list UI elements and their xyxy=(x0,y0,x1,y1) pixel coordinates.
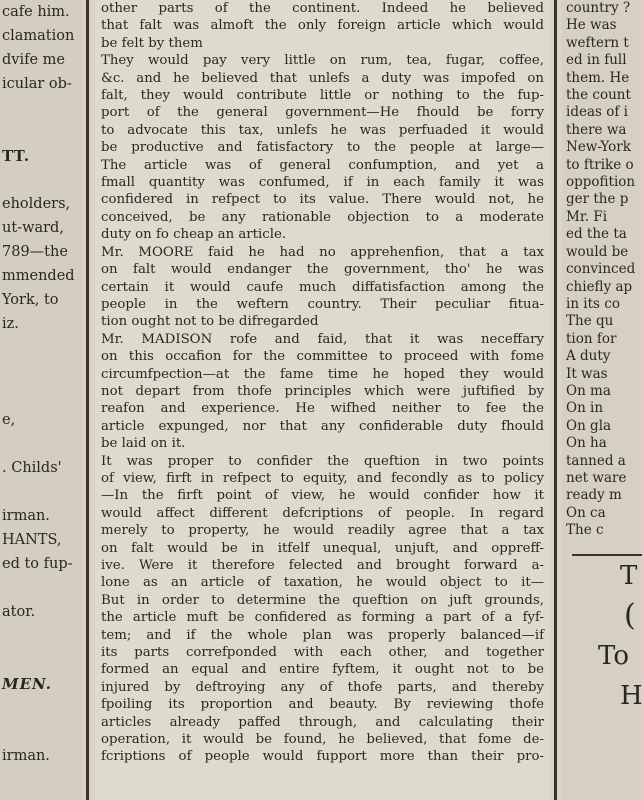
right-column-line: He was xyxy=(566,17,617,34)
article-line: It was proper to confider the queftion in two points xyxy=(101,453,544,469)
right-column-line: On gla xyxy=(566,417,612,434)
left-column-line xyxy=(0,120,82,144)
article-line: circumfpection—at the fame time he hoped they would xyxy=(101,366,544,382)
left-column-line: e, xyxy=(2,412,16,428)
right-column-line: It was xyxy=(566,365,608,382)
left-column-line: MEN. xyxy=(2,675,53,693)
right-column-line: On ca xyxy=(566,504,606,521)
article-line: articles already paffed through, and calculating their xyxy=(101,714,544,730)
left-column-line: clamation xyxy=(2,28,75,44)
left-column-line: ut-ward, xyxy=(2,220,64,236)
right-column-line: A duty xyxy=(566,348,611,365)
left-column-line xyxy=(0,576,82,600)
column-rule-right xyxy=(554,0,557,800)
article-line: &c. and he believed that unlefs a duty was impofed on xyxy=(101,70,544,86)
article-line: on this occafion for the committee to proceed with fome xyxy=(101,349,544,365)
article-line: of view, firft in refpect to equity, and fecondly as to policy xyxy=(101,470,544,486)
left-column-line: eholders, xyxy=(2,196,71,212)
right-column-line: country ? xyxy=(566,0,631,16)
right-column-line: ideas of i xyxy=(566,104,628,121)
right-column-line: chiefly ap xyxy=(566,278,633,295)
right-column-line: the count xyxy=(566,87,631,104)
right-headline-glyph: ( xyxy=(624,597,636,633)
left-column-line: dvife me xyxy=(2,52,65,68)
article-line: tem; and if the whole plan was properly balanced—if xyxy=(101,627,544,643)
right-column-line: them. He xyxy=(566,69,630,86)
article-line: certain it would caufe much diffatisfaction among the xyxy=(101,279,544,295)
main-article xyxy=(95,0,550,800)
article-line: the article muft be confidered as forming a part of a fyf- xyxy=(101,610,544,626)
left-column-line xyxy=(0,480,82,504)
left-column-line: iz. xyxy=(2,316,19,332)
article-line: would affect different defcriptions of people. In regard xyxy=(101,505,544,521)
left-column-line xyxy=(0,720,82,744)
right-headline-to: To xyxy=(598,640,629,671)
right-column-line: New-York xyxy=(566,139,631,156)
right-column-line: ed in full xyxy=(566,52,627,69)
left-column-line: cafe him. xyxy=(2,4,70,20)
left-column-line xyxy=(0,168,82,192)
right-column-line: On ha xyxy=(566,435,607,452)
right-column-line: The c xyxy=(566,522,604,539)
article-line: article expunged, nor that any confiderable duty fhould xyxy=(101,418,544,434)
article-line: But in order to determine the queftion on juft grounds, xyxy=(101,592,544,608)
right-headline-letter-h: H xyxy=(620,680,643,711)
article-line: be felt by them xyxy=(101,35,203,51)
left-column-line xyxy=(0,336,82,360)
article-line: Mr. MADISON rofe and faid, that it was neceffary xyxy=(101,331,544,347)
right-column-line: weftern t xyxy=(566,34,629,51)
left-column-line xyxy=(0,360,82,384)
left-column-line: HANTS, xyxy=(2,532,62,548)
article-line: conceived, be any rationable objection to a moderate xyxy=(101,209,544,225)
article-line: They would pay very little on rum, tea, fugar, coffee, xyxy=(101,53,544,69)
article-line: falt, they would contribute little or nothing to the fup- xyxy=(101,88,544,104)
article-line: ive. Were it therefore felected and brought forward a- xyxy=(101,558,544,573)
right-column-line: On in xyxy=(566,400,604,417)
right-column-line: tanned a xyxy=(566,452,626,469)
article-line: port of the general government—He fhould be forry xyxy=(101,105,544,121)
article-line: fpoiling its proportion and beauty. By reviewing thofe xyxy=(101,697,544,713)
left-column-line: irman. xyxy=(2,748,50,764)
left-column-line: mmended xyxy=(2,268,75,284)
article-line: its parts correfponded with each other, and together xyxy=(101,645,544,661)
right-column-line: ready m xyxy=(566,487,622,504)
article-line: not depart from thofe principles which were juftified by xyxy=(101,383,544,399)
left-column xyxy=(0,0,82,800)
article-line: confidered in refpect to its value. There would not, he xyxy=(101,192,544,208)
right-column-text xyxy=(562,0,640,540)
article-line: merely to property, he would readily agree that a tax xyxy=(101,523,544,539)
article-line: operation, it would be found, he believed, that fome de- xyxy=(101,732,544,748)
right-column-line: ed the ta xyxy=(566,226,627,243)
article-line: be productive and fatisfactory to the people at large— xyxy=(101,140,544,156)
article-line: fcriptions of people would fupport more than their pro- xyxy=(101,749,544,765)
right-headline-letter: T xyxy=(620,560,638,591)
article-line: be laid on it. xyxy=(101,436,186,452)
right-column-line: in its co xyxy=(566,295,620,312)
left-column-line: 789—the xyxy=(2,244,68,260)
left-column-line xyxy=(0,96,82,120)
article-line: —In the firft point of view, he would confider how it xyxy=(101,488,544,504)
right-column-line: On ma xyxy=(566,382,611,399)
left-column-line: icular ob- xyxy=(2,76,72,92)
right-column-line: The qu xyxy=(566,313,614,330)
right-column-line: would be xyxy=(566,243,629,260)
right-column-line: to ftrike o xyxy=(566,156,634,173)
article-line: reafon and experience. He wifhed neither to fee the xyxy=(101,401,544,417)
article-line: on falt would endanger the government, tho' he was xyxy=(101,262,544,278)
article-line: people in the weftern country. Their peculiar fitua- xyxy=(101,296,544,312)
left-column-line: ed to fup- xyxy=(2,556,73,572)
right-column-line: oppofition xyxy=(566,174,636,191)
left-column-line: irman. xyxy=(2,508,50,524)
right-column-line: there wa xyxy=(566,121,627,138)
right-column-line: convinced xyxy=(566,261,636,278)
left-column-line xyxy=(0,384,82,408)
left-column-line xyxy=(0,648,82,672)
article-line: The article was of general confumption, and yet a xyxy=(101,157,544,173)
article-line: tion ought not to be difregarded xyxy=(101,314,319,330)
right-column-line: net ware xyxy=(566,469,627,486)
article-body xyxy=(95,0,550,766)
article-line: lone as an article of taxation, he would object to it— xyxy=(101,575,544,591)
article-line: duty on fo cheap an article. xyxy=(101,227,287,243)
left-column-line xyxy=(0,624,82,648)
left-column-text xyxy=(0,0,82,768)
right-column-line: Mr. Fi xyxy=(566,208,608,225)
left-column-line: . Childs' xyxy=(2,460,62,476)
left-column-line: TT. xyxy=(2,147,31,165)
left-column-line: York, to xyxy=(2,292,59,308)
right-column xyxy=(562,0,643,800)
left-column-line xyxy=(0,432,82,456)
article-line: on falt would be in itfelf unequal, unjuft, and oppreff- xyxy=(101,540,544,556)
column-rule-left xyxy=(86,0,89,800)
article-line: formed an equal and entire fyftem, it ought not to be xyxy=(101,662,544,678)
left-column-line: ator. xyxy=(2,604,36,620)
article-line: injured by deftroying any of thofe parts, and thereby xyxy=(101,679,544,695)
article-line: fmall quantity was confumed, if in each family it was xyxy=(101,175,544,191)
right-column-line: tion for xyxy=(566,330,617,347)
left-column-line xyxy=(0,696,82,720)
article-line: Mr. MOORE faid he had no apprehenfion, that a tax xyxy=(101,244,544,260)
article-line: other parts of the continent. Indeed he believed xyxy=(101,1,544,16)
right-column-line: ger the p xyxy=(566,191,629,208)
article-line: to advocate this tax, unlefs he was perfuaded it would xyxy=(101,122,544,138)
article-line: that falt was almoft the only foreign article which would xyxy=(101,18,544,34)
